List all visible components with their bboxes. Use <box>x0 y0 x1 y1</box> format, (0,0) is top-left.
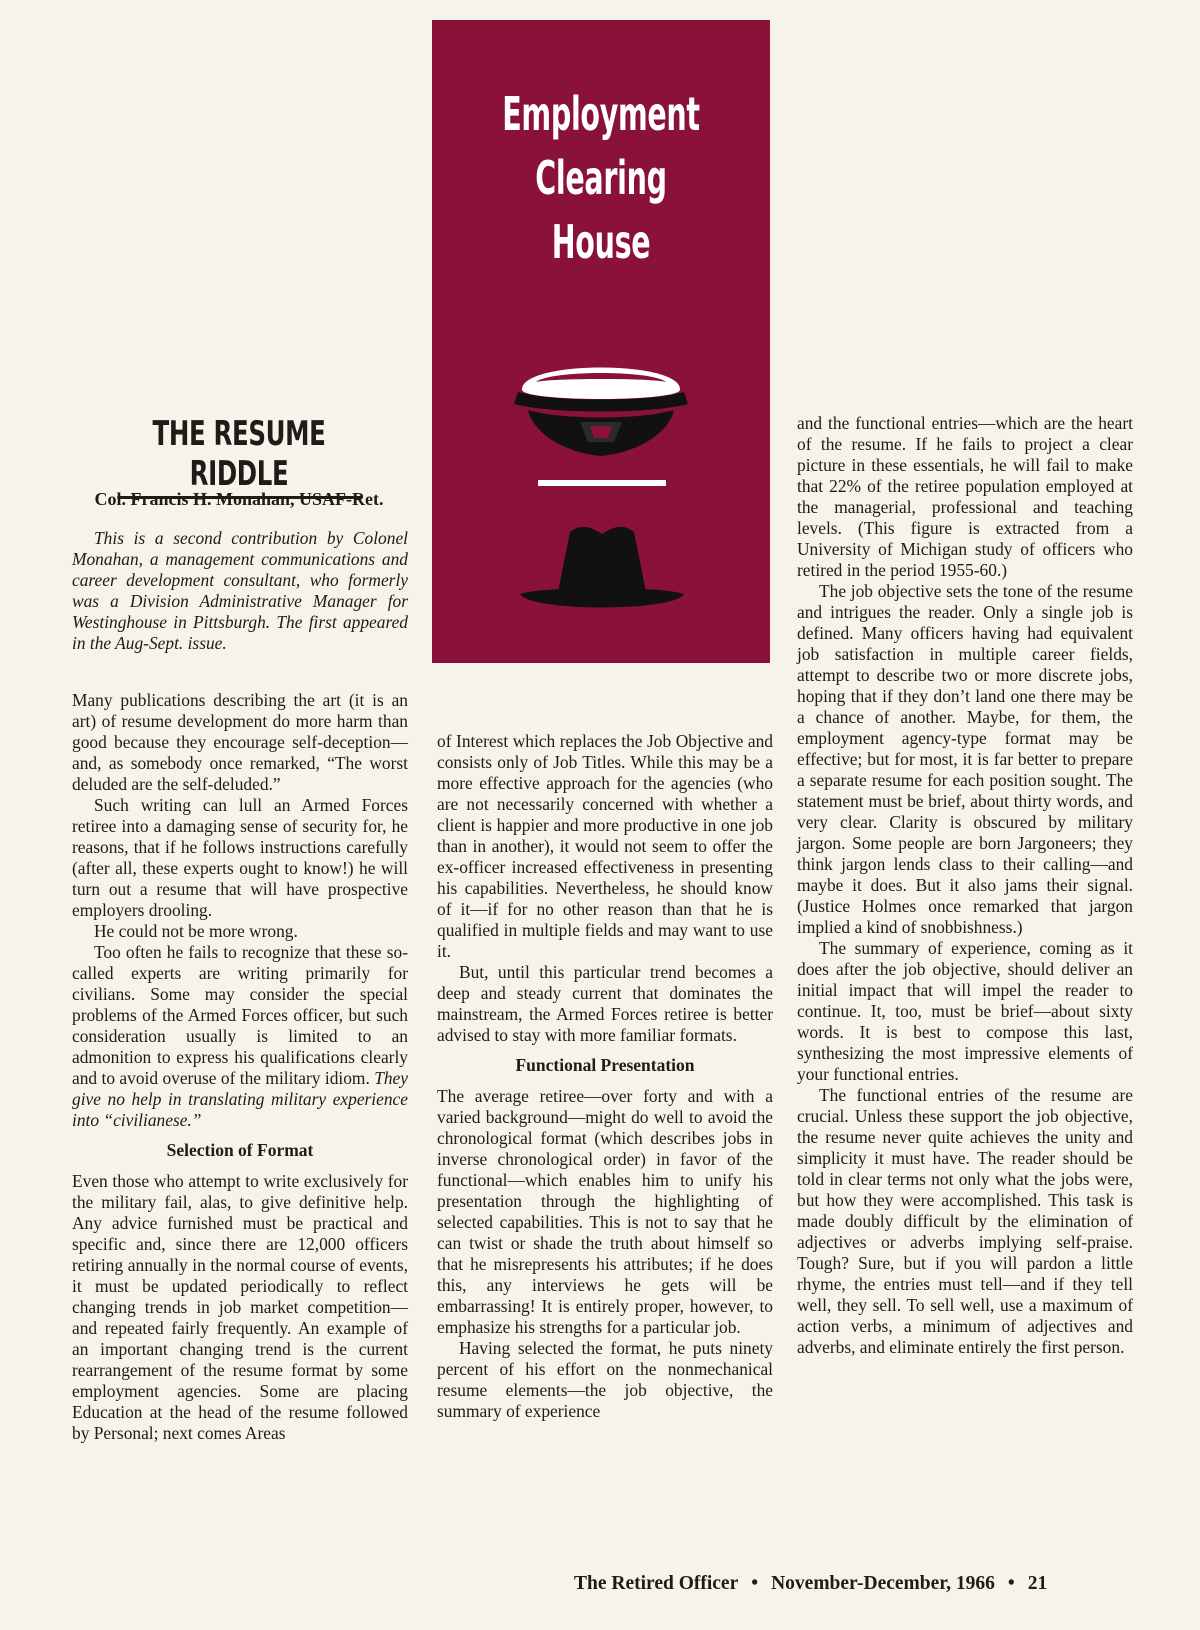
body-paragraph: The summary of experience, coming as it does after the job objective, should deliver an initial impact that will impel the reader to continue. It, too, must be brief—about sixty words. It is best to compose this last, synthesizing the most impressive elements of your functional entries. <box>797 938 1133 1084</box>
body-paragraph: Having selected the format, he puts ninety percent of his effort on the nonmechanical resume elements—the job objective, the summary of experience <box>437 1338 773 1421</box>
column-2 <box>437 731 773 1422</box>
body-paragraph: The functional entries of the resume are crucial. Unless these support the job objective, the resume never quite achieves the unity and simplicity it must have. The reader should be told in clear terms not only what the jobs were, but how they were accomplished. This task is made doubly difficult by the elimination of adjectives or adverbs implying self-praise. Tough? Sure, but if you will pardon a little rhyme, the entries must tell—and if they tell well, they sell. To sell well, use a maximum of action verbs, a minimum of adjectives and adverbs, and eliminate entirely the first person. <box>797 1085 1133 1357</box>
body-paragraph <box>72 942 408 1131</box>
paragraph-text: Too often he fails to recognize that these so-called experts are writing primarily for civilians. Some may consider the special problems of the Armed Forces officer, but such consideration usually is limited to an admonition to express his qualifications clearly and to avoid overuse of the military idiom. <box>72 942 408 1088</box>
subheading: Selection of Format <box>166 1140 314 1160</box>
headline-text: THE RESUME RIDDLE <box>117 414 360 499</box>
body-paragraph: Such writing can lull an Armed Forces retiree into a damaging sense of security for, he reasons, that if he follows instructions carefully (after all, these experts ought to know!) he will turn out a resume that will have prospective employers drooling. <box>72 795 408 920</box>
military-cap-icon <box>510 352 692 472</box>
subheading: Functional Presentation <box>515 1055 695 1075</box>
body-paragraph: The average retiree—over forty and with a varied background—might do well to avoid the chronological format (which describes jobs in inverse chronological order) in favor of the functional—which enables him to unify his presentation through the highlighting of selected capabilities. This is not to say that he can twist or shade the truth about himself so that he misrepresents his attributes; if he does this, any interviews he gets will be embarrassing! It is entirely proper, however, to emphasize his strengths for a particular job. <box>437 1086 773 1337</box>
divider-rule <box>538 480 666 486</box>
paragraph-italic-text: They give no help in translating military experience into “civilianese.” <box>72 1068 408 1130</box>
body-paragraph: of Interest which replaces the Job Objective and consists only of Job Titles. While this may be a more effective approach for the agencies (who are not necessarily concerned with whether a client is happier and more productive in one job than in another), it would not seem to offer the ex-officer increased effectiveness in presenting his capabilities. Nevertheless, he should know of it—if for no other reason than that he is qualified in multiple fields and may want to use it. <box>437 731 773 961</box>
body-paragraph: Many publications describing the art (it is an art) of resume development do more harm than good because they encourage self-deception—and, as somebody once remarked, “The worst deluded are the self-deluded.” <box>72 690 408 794</box>
banner-title-line: Employment <box>502 87 700 141</box>
body-paragraph: Even those who attempt to write exclusively for the military fail, alas, to give definitive help. Any advice furnished must be practical and specific and, since there are 12,000 officers retiring annually in the normal course of events, it must be updated periodically to reflect changing trends in job market competition—and repeated fairly frequently. An example of an important changing trend is the current rearrangement of the resume format by some employment agencies. Some are placing Education at the head of the resume followed by Personal; next comes Areas <box>72 1171 408 1443</box>
article-byline: Col. Francis H. Monahan, USAF-Ret. <box>94 489 384 509</box>
article-headline <box>70 414 408 499</box>
page-number: 21 <box>1027 1573 1048 1594</box>
body-paragraph: But, until this particular trend becomes a deep and steady current that dominates the mainstream, the Armed Forces retiree is better advised to stay with more familiar formats. <box>437 962 773 1045</box>
banner-title-line: House <box>551 215 651 269</box>
fedora-hat-icon <box>514 520 690 620</box>
footer-date: November-December, 1966 <box>771 1573 995 1594</box>
intro-paragraph: This is a second contribution by Colonel Monahan, a management communications and career development consultant, who formerly was a Division Administrative Manager for Westinghouse in Pittsburgh. The first appeared in the Aug-Sept. issue. <box>72 528 408 653</box>
body-paragraph: The job objective sets the tone of the resume and intrigues the reader. Only a single job is defined. Many officers having had equivalent job satisfaction in multiple career fields, attempt to describe two or more discrete jobs, hoping that if they don’t land one there may be a chance of another. Maybe, for them, the employment agency-type format may be effective; but for most, it is far better to prepare a separate resume for each position sought. The statement must be brief, about thirty words, and very clear. Clarity is obscured by military jargon. Some people are born Jargoneers; they think jargon lends class to their calling—and maybe it does. But it also jams their signal. (Justice Holmes once remarked that jargon implied a kind of snobbishness.) <box>797 581 1133 937</box>
body-paragraph: and the functional entries—which are the heart of the resume. If he fails to project a clear picture in these essentials, he will fail to make that 22% of the retiree population employed at the managerial, professional and teaching levels. (This figure is extracted from a University of Michigan study of officers who retired in the period 1955-60.) <box>797 413 1133 580</box>
column-1 <box>72 690 408 1444</box>
section-banner <box>432 20 770 663</box>
footer-separator: • <box>1007 1573 1015 1594</box>
page-footer <box>574 1573 1047 1595</box>
article-intro <box>72 528 408 654</box>
footer-separator: • <box>751 1573 759 1594</box>
banner-title-line: Clearing <box>535 151 667 205</box>
banner-title <box>496 82 706 274</box>
footer-magazine: The Retired Officer <box>574 1573 739 1594</box>
body-paragraph: He could not be more wrong. <box>94 921 298 941</box>
column-3 <box>797 413 1133 1358</box>
